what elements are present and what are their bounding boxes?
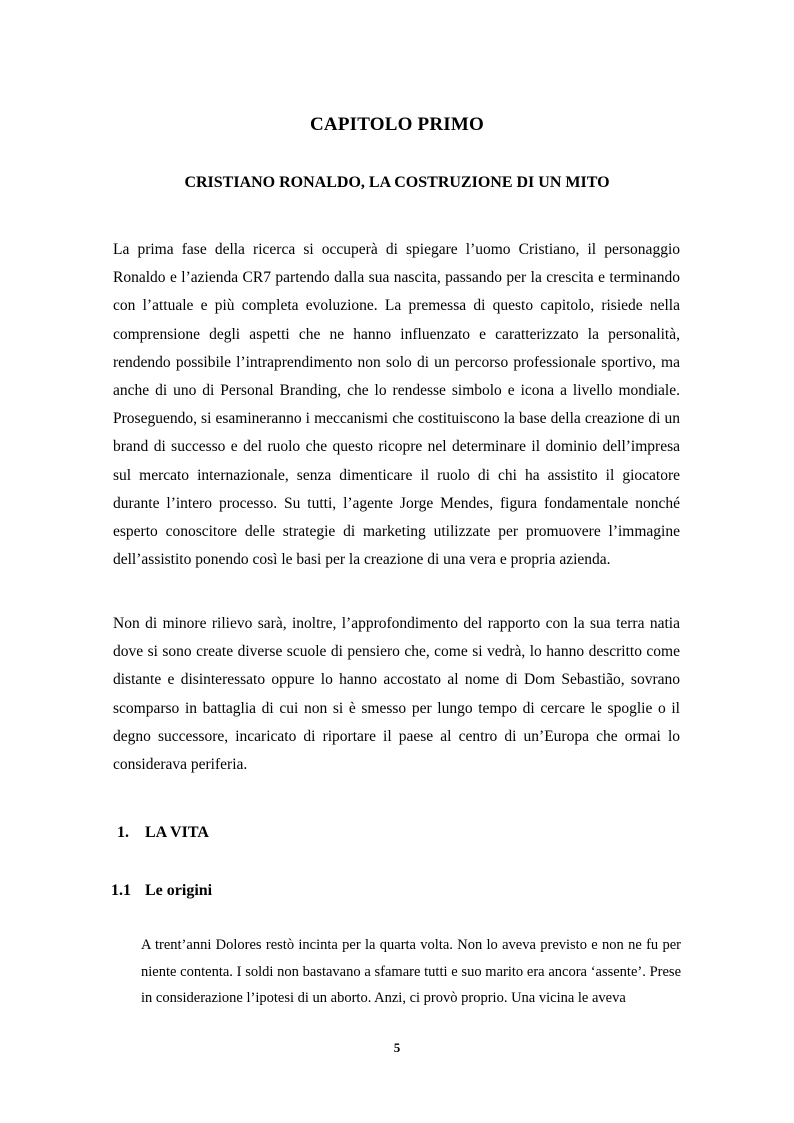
chapter-subtitle: CRISTIANO RONALDO, LA COSTRUZIONE DI UN MITO [184,174,610,191]
section-title: LA VITA [145,824,209,841]
chapter-title: CAPITOLO PRIMO [310,114,484,135]
subsection-number: 1.1 [111,882,131,899]
body-paragraph: Non di minore rilievo sarà, inoltre, l’approfondimento del rapporto con la sua terra natia dove si sono create diverse scuole di pensiero che, come si vedrà, lo hanno descritto come distante e disinteressato oppure lo hanno accostato al nome di Dom Sebastião, sovrano scomparso in battaglia di cui non si è smesso per lungo tempo di cercare le spoglie o il degno successore, incaricato di riportare il paese al centro di un’Europa che ormai lo considerava periferia. [113,615,680,774]
block-quote: A trent’anni Dolores restò incinta per la quarta volta. Non lo aveva previsto e non ne fu per niente contenta. I soldi non bastavano a sfamare tutti e suo marito era ancora ‘assente’. Prese in considerazione l’ipotesi di un aborto. Anzi, ci provò proprio. Una vicina le aveva [141,937,681,1006]
body-paragraph: La prima fase della ricerca si occuperà di spiegare l’uomo Cristiano, il personaggio Ronaldo e l’azienda CR7 partendo dalla sua nascita, passando per la crescita e terminando con l’attuale e più completa evoluzione. La premessa di questo capitolo, risiede nella comprensione degli aspetti che ne hanno influenzato e caratterizzato la personalità, rendendo possibile l’intraprendimento non solo di un percorso professionale sportivo, ma anche di uno di Personal Branding, che lo rendesse simbolo e icona a livello mondiale. Proseguendo, si esamineranno i meccanismi che costituiscono la base della creazione di un brand di successo e del ruolo che questo ricopre nel determinare il dominio dell’impresa sul mercato internazionale, senza dimenticare il ruolo di chi ha assistito il giocatore durante l’intero processo. Su tutti, l’agente Jorge Mendes, figura fondamentale nonché esperto conoscitore delle strategie di marketing utilizzate per promuovere l’immagine dell’assistito ponendo così le basi per la creazione di una vera e propria azienda. [113,241,680,569]
section-heading [117,824,209,842]
subsection-heading [111,882,212,900]
section-number: 1. [117,824,129,841]
page-number: 5 [393,1040,401,1055]
subsection-title: Le origini [145,882,213,899]
